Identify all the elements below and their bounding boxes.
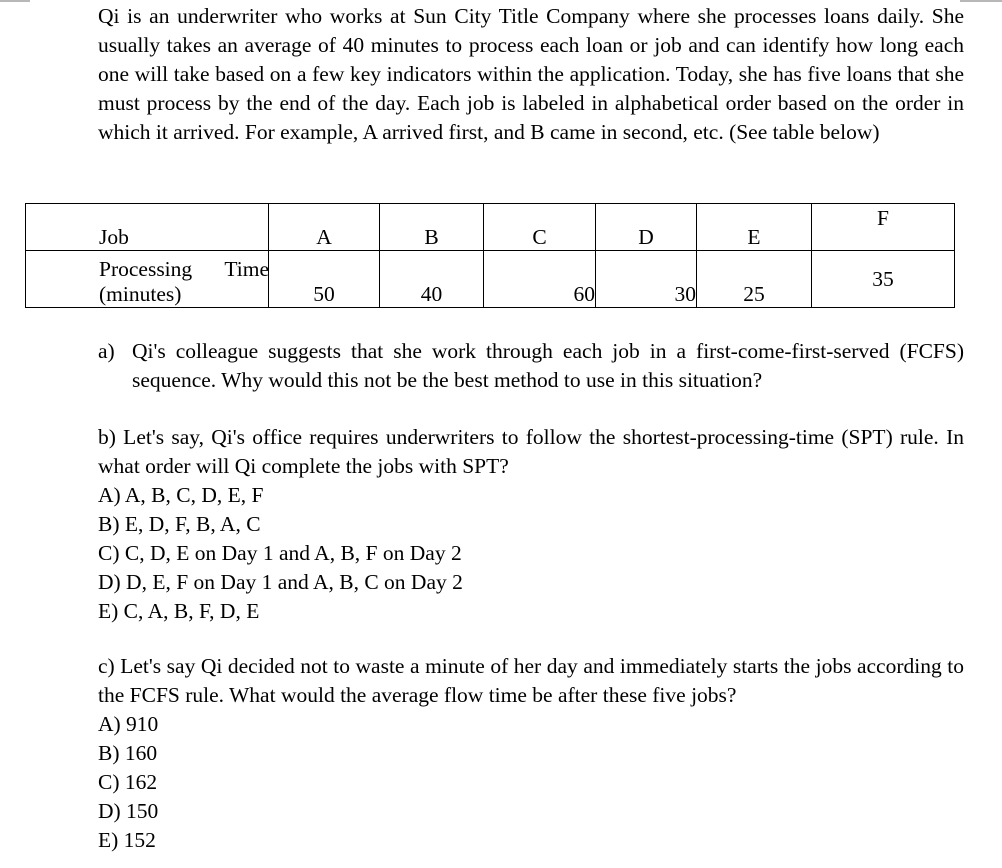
intro-paragraph: Qi is an underwriter who works at Sun City Title Company where she processes loans daily. She usually takes an average of 40 minutes to process each loan or job and can identify how long each one will take based on a few key indicators within the application. Today, she has five loans that she must process by the end of the day. Each job is labeled in alphabetical order based on the order in which it arrived. For example, A arrived first, and B came in second, etc. (See table below)	[98, 4, 964, 144]
question-b	[98, 423, 964, 626]
page-edge-line	[960, 0, 1002, 2]
answer-option: A) A, B, C, D, E, F	[98, 483, 264, 507]
answer-option: D) D, E, F on Day 1 and A, B, C on Day 2	[98, 570, 463, 594]
job-cell: E	[697, 204, 812, 251]
answer-option: D) 150	[98, 799, 159, 823]
time-cell: 25	[697, 251, 812, 308]
time-cell: 50	[269, 251, 380, 308]
processing-time-table	[25, 203, 955, 308]
row-label-line: Processing Time	[99, 257, 269, 281]
question-c-options	[98, 710, 964, 855]
time-cell: 30	[596, 251, 697, 308]
question-a-text: Qi's colleague suggests that she work through each job in a first-come-first-served (FCFS) sequence. Why would this not be the best method to use in this situation?	[132, 339, 964, 392]
question-c-text: c) Let's say Qi decided not to waste a minute of her day and immediately starts the jobs according to the FCFS rule. What would the average flow time be after these five jobs?	[98, 654, 964, 707]
answer-option: A) 910	[98, 712, 159, 736]
time-cell: 40	[380, 251, 484, 308]
answer-option: B) 160	[98, 741, 158, 765]
row-label-processing-time	[26, 251, 269, 308]
answer-option: C) 162	[98, 770, 158, 794]
job-cell: F	[812, 204, 955, 251]
question-a	[98, 337, 964, 395]
answer-option: B) E, D, F, B, A, C	[98, 512, 261, 536]
question-c	[98, 652, 964, 855]
answer-option: E) C, A, B, F, D, E	[98, 599, 260, 623]
question-a-number: a)	[98, 339, 115, 363]
job-cell: B	[380, 204, 484, 251]
time-cell: 60	[484, 251, 596, 308]
row-label-line: (minutes)	[99, 282, 182, 306]
job-cell: C	[484, 204, 596, 251]
question-b-options	[98, 481, 964, 626]
job-cell: D	[596, 204, 697, 251]
table-row	[26, 204, 955, 251]
table-row	[26, 251, 955, 308]
answer-option: C) C, D, E on Day 1 and A, B, F on Day 2	[98, 541, 462, 565]
question-b-text: b) Let's say, Qi's office requires underwriters to follow the shortest-processing-time (SPT) rule. In what order will Qi complete the jobs with SPT?	[98, 425, 964, 478]
page-edge-line	[0, 0, 30, 2]
job-cell: A	[269, 204, 380, 251]
answer-option: E) 152	[98, 828, 156, 852]
time-cell: 35	[812, 251, 955, 308]
row-label-job: Job	[26, 204, 269, 251]
